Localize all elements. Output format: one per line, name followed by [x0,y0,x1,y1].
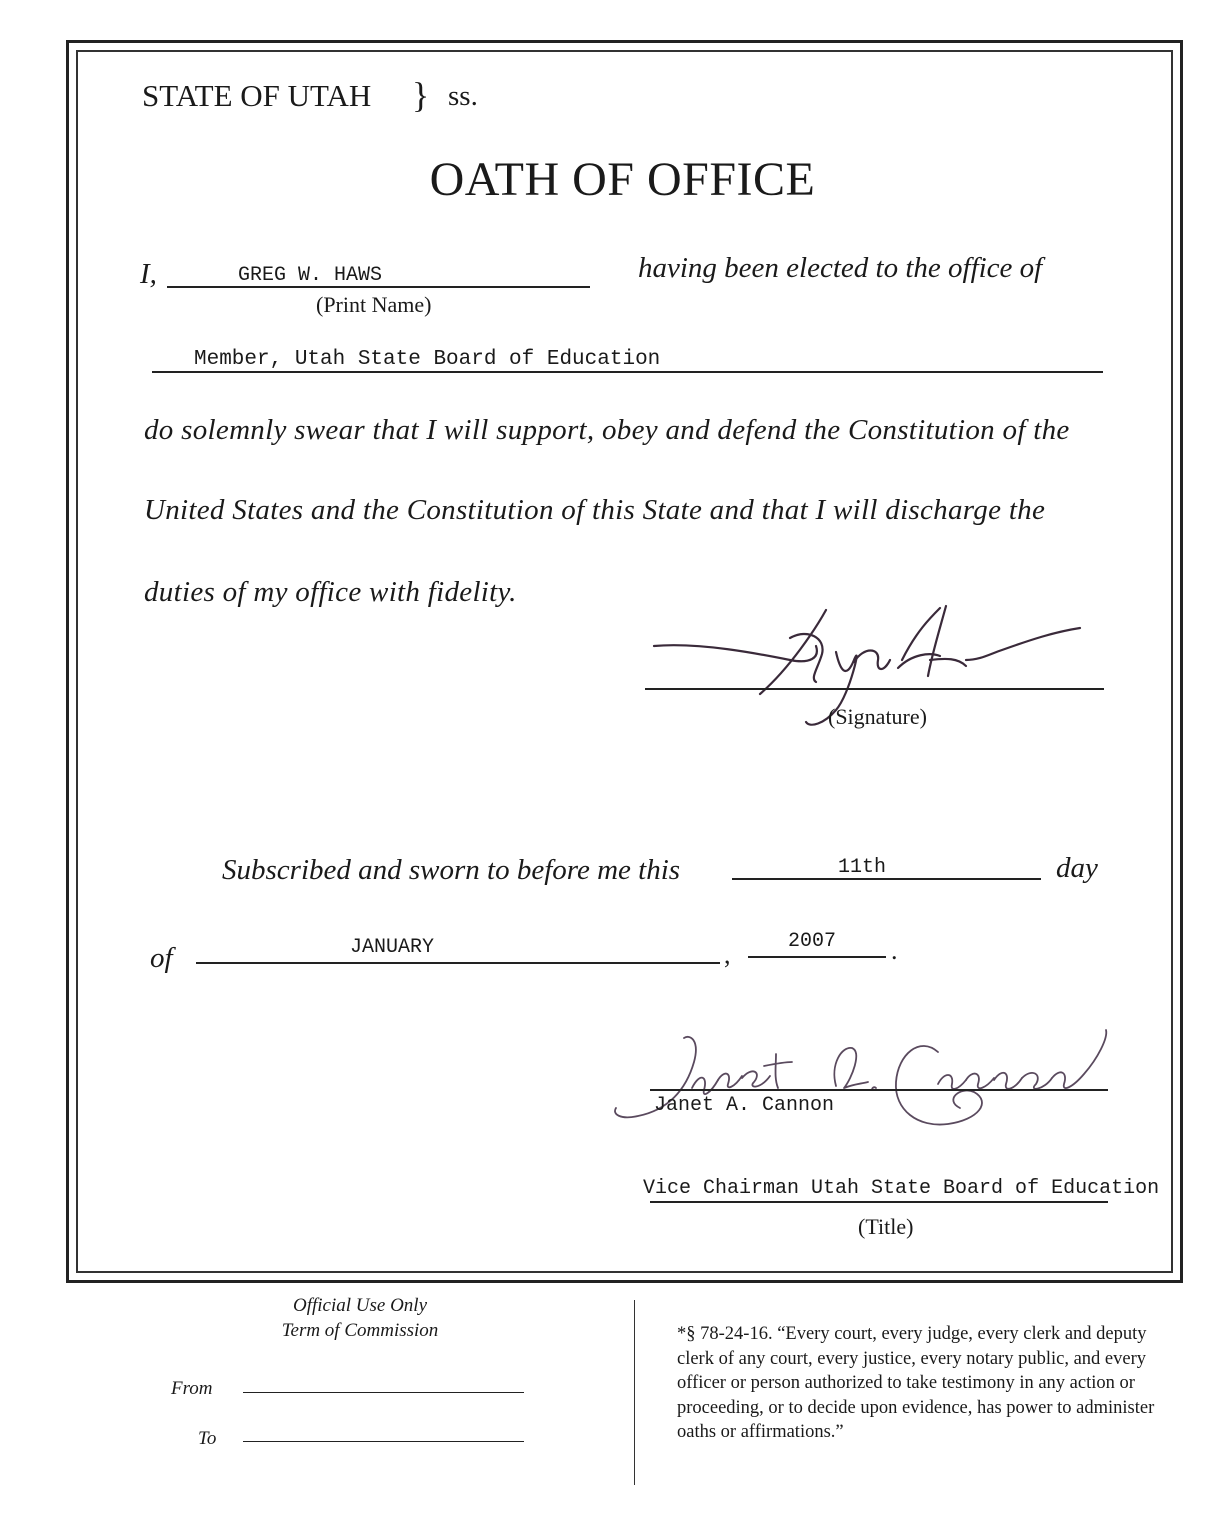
subscribed-text: Subscribed and sworn to before me this [222,854,681,886]
day-word: day [1056,852,1098,884]
name-field-value[interactable]: GREG W. HAWS [238,264,383,287]
notary-title-value[interactable]: Vice Chairman Utah State Board of Education [643,1177,1160,1200]
notary-signature-icon [608,1018,1118,1148]
of-word: of [150,942,173,974]
to-label: To [198,1428,217,1449]
signature-line [645,688,1104,690]
day-field-value[interactable]: 11th [838,856,887,879]
month-field-value[interactable]: JANUARY [350,936,435,959]
oath-text-line-2: United States and the Constitution of this State and that I will discharge the [144,494,1046,526]
notary-signature-line [650,1089,1108,1091]
statute-citation: *§ 78-24-16. “Every court, every judge, every clerk and deputy clerk of any court, every justice, every notary public, and every officer or person authorized to take testimony in any action or proceeding, or to decide upon evidence, has power to administer oaths or affirmations.” [677,1324,1155,1442]
period: . [891,936,898,965]
from-label: From [171,1378,213,1399]
state-heading: STATE OF UTAH [142,78,372,113]
print-name-label: (Print Name) [316,292,432,317]
from-line[interactable] [243,1392,524,1393]
year-field-value[interactable]: 2007 [788,930,837,953]
footer-divider [634,1300,635,1485]
oath-text-line-1: do solemnly swear that I will support, obey and defend the Constitution of the [144,414,1070,446]
day-line [732,878,1041,880]
elected-text: having been elected to the office of [638,252,1043,284]
document-title: OATH OF OFFICE [429,153,816,206]
office-line [152,371,1103,373]
signature-label: (Signature) [828,704,927,729]
term-of-commission: Term of Commission [281,1320,439,1341]
title-line [650,1201,1108,1203]
month-line [196,962,720,964]
ss-abbrev: ss. [448,80,478,112]
official-use-heading: Official Use Only [292,1295,428,1316]
title-label: (Title) [858,1214,914,1239]
oath-text-line-3: duties of my office with fidelity. [144,576,517,608]
office-field-value[interactable]: Member, Utah State Board of Education [194,348,661,371]
to-line[interactable] [243,1441,524,1442]
i-label: I, [140,258,157,290]
comma: , [724,940,731,969]
brace: } [412,75,430,115]
notary-name: Janet A. Cannon [654,1094,835,1117]
year-line [748,956,886,958]
